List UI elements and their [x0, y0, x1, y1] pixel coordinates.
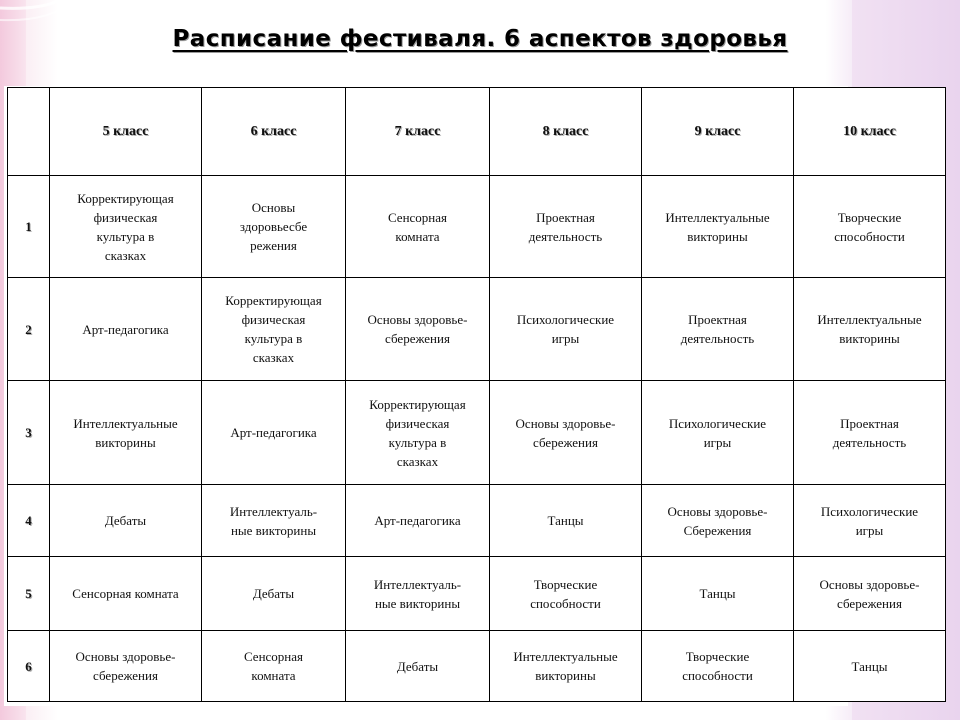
cell-text: Основы здоровье- сбережения: [515, 415, 616, 450]
cell-text: Арт-педагогика: [82, 321, 169, 337]
header-row: [8, 88, 946, 176]
table-cell: [346, 631, 490, 702]
row-number: 2: [8, 278, 50, 381]
schedule-table: [7, 87, 946, 702]
cell-text: Творческие способности: [682, 649, 753, 683]
cell-text: Корректирующая физическая культура в сказках: [225, 293, 322, 365]
cell-text: Дебаты: [396, 658, 439, 674]
table-cell: [50, 176, 202, 278]
cell-text: Интеллектуаль- ные викторины: [373, 576, 462, 611]
table-cell: [490, 631, 642, 702]
table-cell: [490, 557, 642, 631]
table-cell: [794, 557, 946, 631]
cell-text: Дебаты: [252, 586, 295, 601]
table-cell: [202, 381, 346, 485]
cell-text: Корректирующая физическая культура в сказках: [77, 190, 174, 263]
table-cell: [490, 176, 642, 278]
table-cell: [490, 485, 642, 557]
table-cell: [202, 485, 346, 557]
table-cell: [794, 485, 946, 557]
header-grade-5: 5 класс: [50, 88, 202, 176]
row-number: 5: [8, 557, 50, 631]
table-row: [8, 381, 946, 485]
table-cell: [794, 631, 946, 702]
cell-text: Интеллектуаль- ные викторины: [229, 503, 318, 538]
cell-text: Творческие способности: [530, 576, 601, 611]
cell-text: Корректирующая физическая культура в сказках: [369, 396, 466, 469]
table-cell: [202, 557, 346, 631]
table-cell: [642, 485, 794, 557]
cell-text: Проектная деятельность: [832, 415, 907, 450]
cell-text: Сенсорная комната: [387, 209, 448, 244]
page-title: Расписание фестиваля. 6 аспектов здоровья: [172, 26, 788, 52]
table-cell: [346, 278, 490, 381]
table-cell: [50, 278, 202, 381]
cell-text: Психологические игры: [516, 312, 615, 346]
table-cell: [794, 381, 946, 485]
row-number: 6: [8, 631, 50, 702]
cell-text: Интеллектуальные викторины: [73, 415, 178, 450]
header-corner: [8, 88, 50, 176]
cell-text: Проектная деятельность: [528, 209, 603, 244]
table-row: [8, 557, 946, 631]
row-number: 4: [8, 485, 50, 557]
table-row: [8, 176, 946, 278]
cell-text: Основы здоровье- сбережения: [367, 312, 468, 346]
table-row: [8, 278, 946, 381]
cell-text: Сенсорная комната: [72, 586, 179, 601]
table-cell: [642, 631, 794, 702]
table-cell: [346, 557, 490, 631]
table-cell: [642, 381, 794, 485]
cell-text: Интеллектуальные викторины: [817, 312, 922, 346]
table-cell: [794, 278, 946, 381]
cell-text: Основы здоровье- сбережения: [75, 649, 176, 683]
cell-text: Психологические игры: [668, 415, 767, 450]
table-cell: [50, 557, 202, 631]
cell-text: Психологические игры: [820, 503, 919, 538]
row-number: 3: [8, 381, 50, 485]
cell-text: Сенсорная комната: [243, 649, 304, 683]
table-cell: [642, 557, 794, 631]
row-number: 1: [8, 176, 50, 278]
table-cell: [202, 631, 346, 702]
cell-text: Танцы: [851, 658, 888, 674]
cell-text: Творческие способности: [834, 209, 905, 244]
table-cell: [346, 485, 490, 557]
cell-text: Танцы: [699, 586, 736, 601]
table-cell: [346, 176, 490, 278]
table-cell: [794, 176, 946, 278]
table-row: [8, 631, 946, 702]
cell-text: Танцы: [547, 513, 584, 528]
table-row: [8, 485, 946, 557]
table-cell: [50, 381, 202, 485]
table-cell: [490, 381, 642, 485]
header-grade-6: 6 класс: [202, 88, 346, 176]
header-grade-9: 9 класс: [642, 88, 794, 176]
header-grade-7: 7 класс: [346, 88, 490, 176]
table-cell: [202, 176, 346, 278]
cell-text: Интеллектуальные викторины: [665, 209, 770, 244]
table-cell: [346, 381, 490, 485]
table-cell: [202, 278, 346, 381]
cell-text: Интеллектуальные викторины: [513, 649, 618, 683]
cell-text: Дебаты: [104, 513, 147, 528]
table-cell: [50, 631, 202, 702]
cell-text: Проектная деятельность: [680, 312, 755, 346]
header-grade-10: 10 класс: [794, 88, 946, 176]
table-cell: [642, 176, 794, 278]
table-cell: [50, 485, 202, 557]
table-cell: [490, 278, 642, 381]
cell-text: Арт-педагогика: [230, 425, 317, 440]
header-grade-8: 8 класс: [490, 88, 642, 176]
cell-text: Основы здоровье- сбережения: [819, 576, 920, 611]
cell-text: Основы здоровье- Сбережения: [667, 503, 768, 538]
cell-text: Арт-педагогика: [374, 513, 461, 528]
cell-text: Основы здоровьесбе режения: [239, 200, 308, 253]
table-cell: [642, 278, 794, 381]
